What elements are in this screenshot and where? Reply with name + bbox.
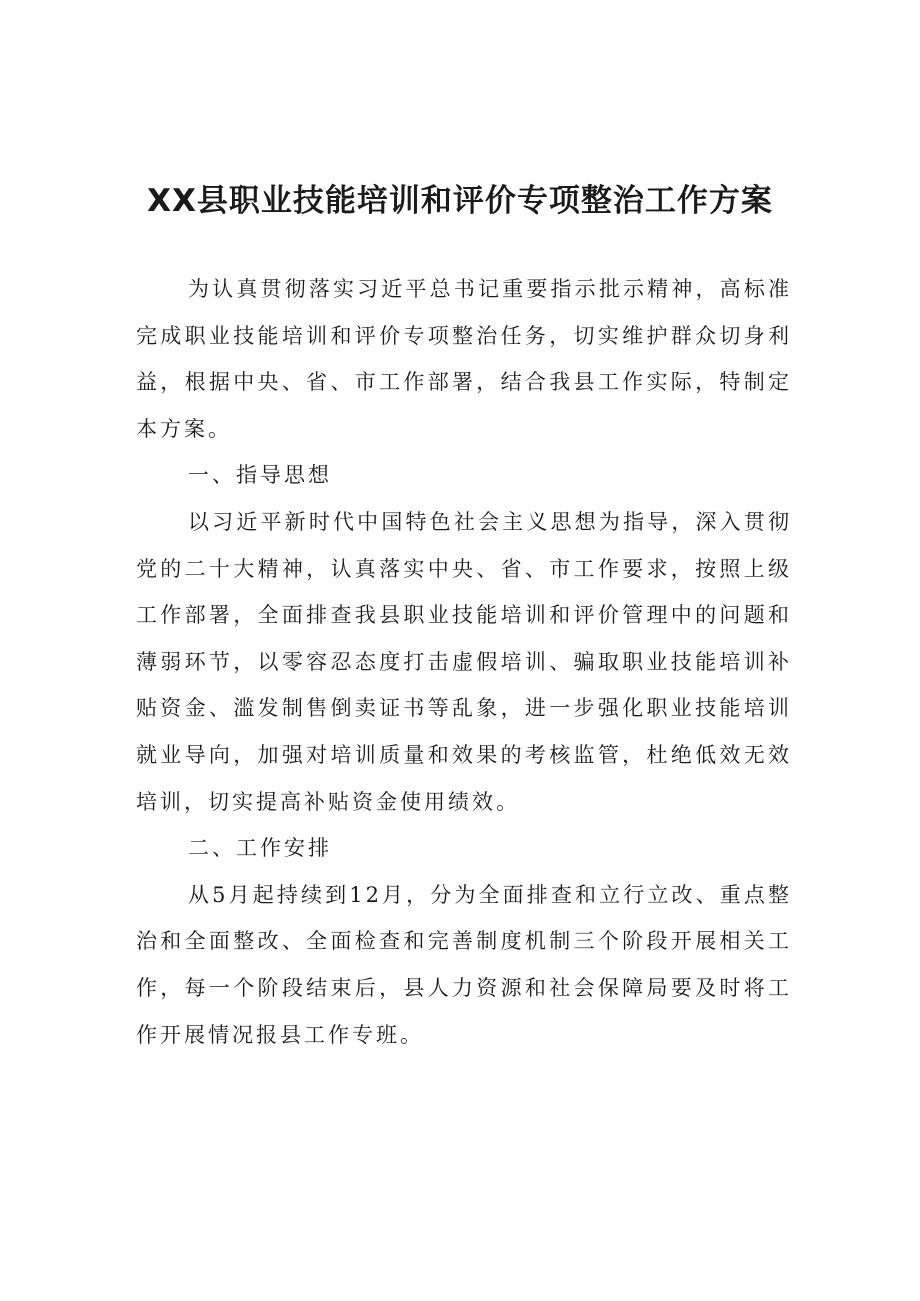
section-heading-guiding-ideology: 一、指导思想 xyxy=(188,463,332,488)
section-heading-work-arrangement: 二、工作安排 xyxy=(188,836,332,861)
work-arrangement-paragraph: 从5月起持续到12月，分为全面排查和立行立改、重点整治和全面整改、全面检查和完善制度机制三个阶段开展相关工作，每一个阶段结束后，县人力资源和社会保障局要及时将工作开展情况报县工作专班。 xyxy=(136,882,792,1047)
document-body xyxy=(136,266,792,1058)
document-title: XX县职业技能培训和评价专项整治工作方案 xyxy=(147,183,773,219)
intro-paragraph: 为认真贯彻落实习近平总书记重要指示批示精神，高标准完成职业技能培训和评价专项整治任务，切实维护群众切身利益，根据中央、省、市工作部署，结合我县工作实际，特制定本方案。 xyxy=(136,277,792,441)
guiding-ideology-paragraph: 以习近平新时代中国特色社会主义思想为指导，深入贯彻党的二十大精神，认真落实中央、省、市工作要求，按照上级工作部署，全面排查我县职业技能培训和评价管理中的问题和薄弱环节，以零容忍态度打击虚假培训、骗取职业技能培训补贴资金、滥发制售倒卖证书等乱象，进一步强化职业技能培训就业导向，加强对培训质量和效果的考核监管，杜绝低效无效培训，切实提高补贴资金使用绩效。 xyxy=(136,509,792,814)
